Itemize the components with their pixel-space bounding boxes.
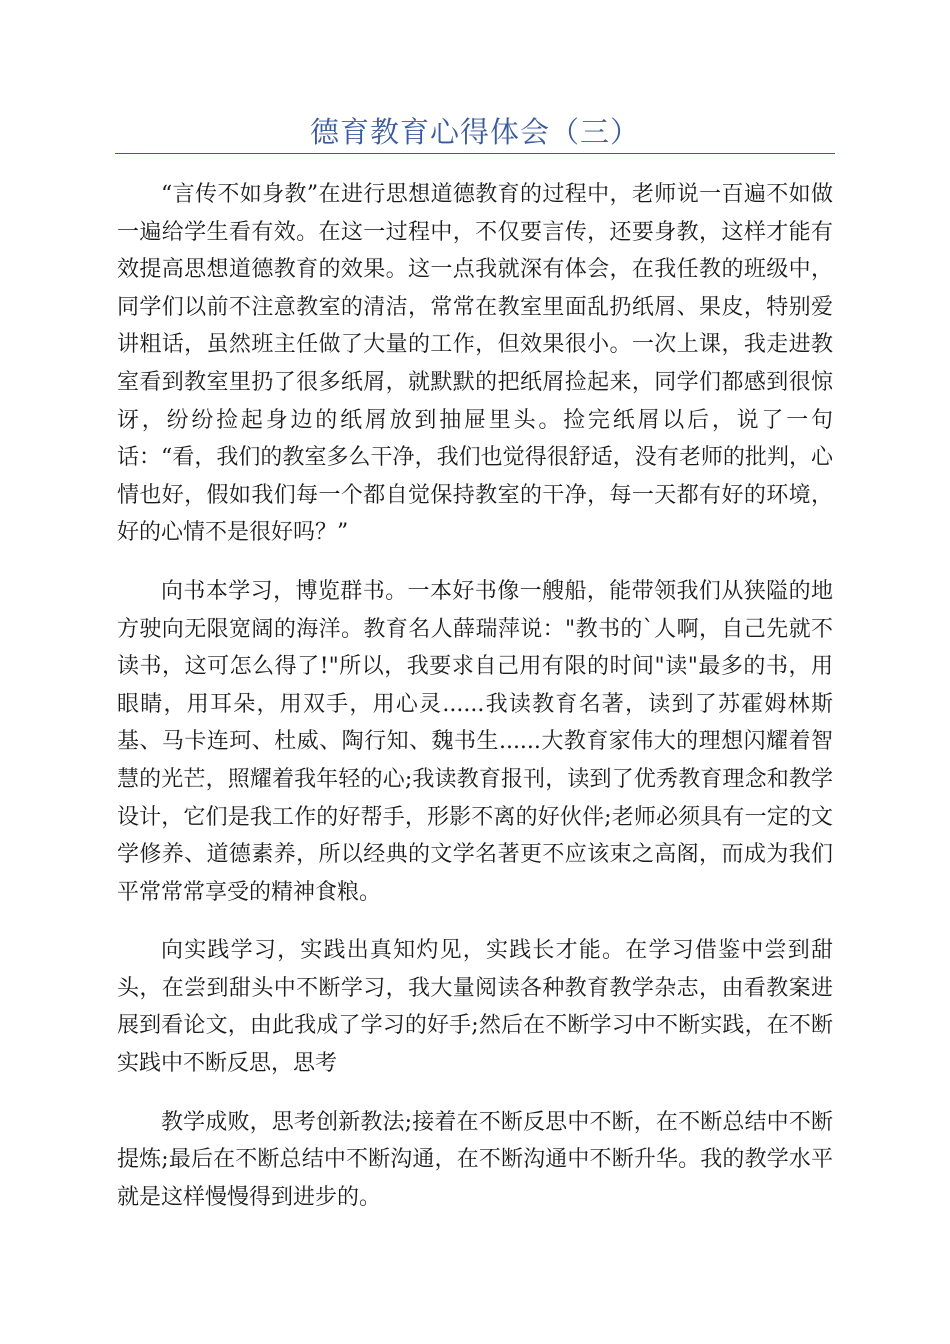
paragraph-2: 向书本学习，博览群书。一本好书像一艘船，能带领我们从狭隘的地方驶向无限宽阔的海洋。教育名人薛瑞萍说："教书的`人啊，自己先就不读书，这可怎么得了!"所以，我要求自己用有限的时间"读"最多的书，用眼睛，用耳朵，用双手，用心灵......我读教育名著，读到了苏霍姆林斯基、马卡连珂、杜威、陶行知、魏书生......大教育家伟大的理想闪耀着智慧的光芒，照耀着我年轻的心;我读教育报刊，读到了优秀教育理念和教学设计，它们是我工作的好帮手，形影不离的好伙伴;老师必须具有一定的文学修养、道德素养，所以经典的文学名著更不应该束之高阁，而成为我们平常常常享受的精神食粮。 <box>117 578 833 905</box>
paragraph-3: 向实践学习，实践出真知灼见，实践长才能。在学习借鉴中尝到甜头，在尝到甜头中不断学习，我大量阅读各种教育教学杂志，由看教案进展到看论文，由此我成了学习的好手;然后在不断学习中不断实践，在不断实践中不断反思，思考 <box>117 938 833 1077</box>
paragraph-1: “言传不如身教”在进行思想道德教育的过程中，老师说一百遍不如做一遍给学生看有效。在这一过程中，不仅要言传，还要身教，这样才能有效提高思想道德教育的效果。这一点我就深有体会，在我任教的班级中，同学们以前不注意教室的清洁，常常在教室里面乱扔纸屑、果皮，特别爱讲粗话，虽然班主任做了大量的工作，但效果很小。一次上课，我走进教室看到教室里扔了很多纸屑，就默默的把纸屑捡起来，同学们都感到很惊讶，纷纷捡起身边的纸屑放到抽屉里头。捡完纸屑以后，说了一句话：“看，我们的教室多么干净，我们也觉得很舒适，没有老师的批判，心情也好，假如我们每一个都自觉保持教室的干净，每一天都有好的环境，好的心情不是很好吗？” <box>117 182 833 546</box>
paragraph-4: 教学成败，思考创新教法;接着在不断反思中不断，在不断总结中不断提炼;最后在不断总结中不断沟通，在不断沟通中不断升华。我的教学水平就是这样慢慢得到进步的。 <box>117 1109 833 1210</box>
title-underline <box>115 153 835 154</box>
document-title: 德育教育心得体会（三） <box>309 115 640 149</box>
document-body <box>117 176 833 1237</box>
